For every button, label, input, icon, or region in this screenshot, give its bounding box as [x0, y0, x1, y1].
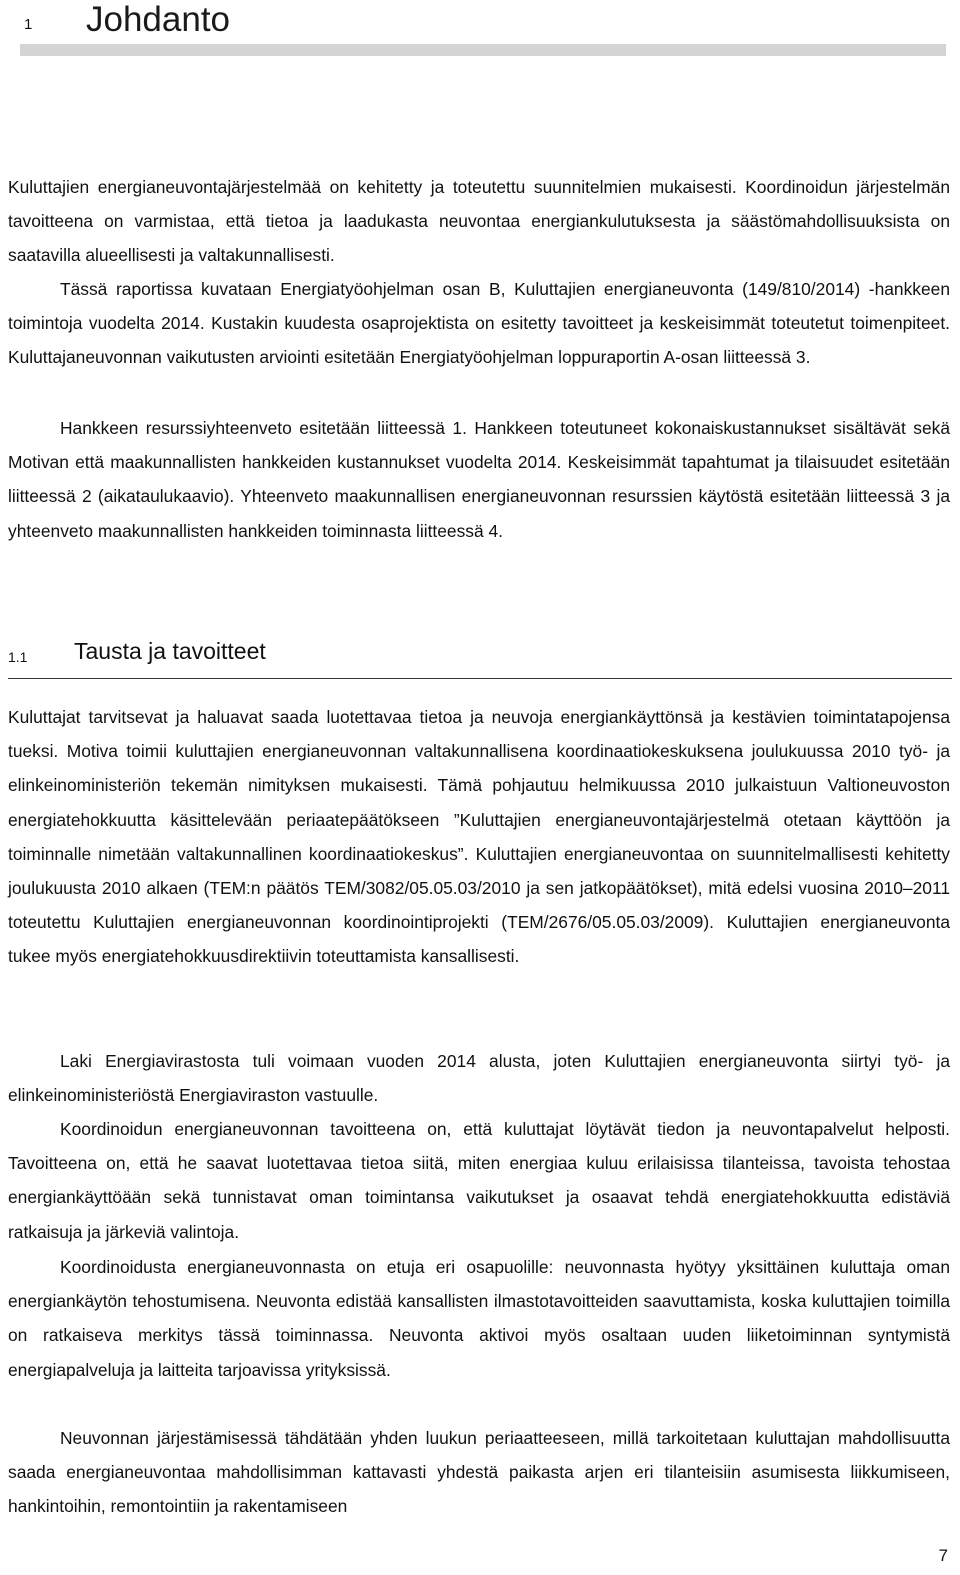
chapter-heading [14, 0, 952, 62]
intro-paragraph-1: Kuluttajien energianeuvontajärjestelmää on kehitetty ja toteutettu suunnitelmien mukaisesti. Koordinoidun järjestelmän tavoitteena on varmistaa, että tietoa ja laadukasta neuvontaa energiankulutuksesta ja säästömahdollisuuksista on saatavilla alueellisesti ja valtakunnallisesti. [8, 177, 950, 266]
section-title: Tausta ja tavoitteet [74, 638, 266, 664]
section-paragraph-3: Koordinoidun energianeuvonnan tavoitteena on, että kuluttajat löytävät tiedon ja neuvontapalvelut helposti. Tavoitteena on, että he saavat luotettavaa tietoa siitä, miten energiaa kuluu erilaisissa tilanteissa, tavoista tehostaa energiankäyttöään sekä tunnistavat oman toimintansa vaikutukset ja osaavat tehdä energiatehokkuutta edistäviä ratkaisuja ja järkeviä valintoja. [8, 1119, 950, 1242]
section-heading [8, 634, 952, 679]
chapter-heading-bar [20, 44, 946, 56]
section-paragraph-1: Kuluttajat tarvitsevat ja haluavat saada luotettavaa tietoa ja neuvoja energiankäyttönsä ja kestävien toimintatapojensa tueksi. Motiva toimii kuluttajien energianeuvonnan valtakunnallisena koordinaatiokeskuksena joulukuussa 2010 työ- ja elinkeinoministeriön tekemän nimityksen mukaisesti. Tämä pohjautuu helmikuussa 2010 julkaistuun Valtioneuvoston energiatehokkuutta käsittelevään periaatepäätökseen ”Kuluttajien energianeuvontajärjestelmä otetaan käyttöön ja toiminnalle nimetään valtakunnallinen koordinaatiokeskus”. Kuluttajien energianeuvontaa on suunnitelmallisesti kehitetty joulukuusta 2010 alkaen (TEM:n päätös TEM/3082/05.05.03/2010 ja sen jatkopäätökset), mitä edelsi vuosina 2010–2011 toteutettu Kuluttajien energianeuvonnan koordinointiprojekti (TEM/2676/05.05.03/2009). Kuluttajien energianeuvonta tukee myös energiatehokkuusdirektiivin toteuttamista kansallisesti. [8, 707, 950, 967]
page-number: 7 [938, 1546, 948, 1565]
intro-paragraph-2: Tässä raportissa kuvataan Energiatyöohjelman osan B, Kuluttajien energianeuvonta (149/810/2014) -hankkeen toimintoja vuodelta 2014. Kustakin kuudesta osaprojektista on esitetty tavoitteet ja keskeisimmät toteutetut toimenpiteet. Kuluttajaneuvonnan vaikutusten arviointi esitetään Energiatyöohjelman loppuraportin A-osan liitteessä 3. [8, 279, 950, 368]
chapter-title: Johdanto [86, 0, 231, 39]
section-paragraph-2: Laki Energiavirastosta tuli voimaan vuoden 2014 alusta, joten Kuluttajien energianeuvonta siirtyi työ- ja elinkeinoministeriöstä Energiaviraston vastuulle. [8, 1051, 950, 1106]
section-paragraph-5: Neuvonnan järjestämisessä tähdätään yhden luukun periaatteeseen, millä tarkoitetaan kuluttajan mahdollisuutta saada energianeuvontaa mahdollisimman kattavasti yhdestä paikasta arjen eri tilanteisiin asumisesta liikkumiseen, hankintoihin, remontointiin ja rakentamiseen [8, 1428, 950, 1517]
section-paragraph-4: Koordinoidusta energianeuvonnasta on etuja eri osapuolille: neuvonnasta hyötyy yksittäinen kuluttaja oman energiankäytön tehostumisena. Neuvonta edistää kansallisten ilmastotavoitteiden saavuttamista, koska kuluttajien toimilla on ratkaiseva merkitys tässä toiminnassa. Neuvonta aktivoi myös osaltaan uuden liiketoiminnan syntymistä energiapalveluja ja laitteita tarjoavissa yrityksissä. [8, 1257, 950, 1380]
chapter-number: 1 [24, 16, 33, 33]
intro-paragraph-3: Hankkeen resurssiyhteenveto esitetään liitteessä 1. Hankkeen toteutuneet kokonaiskustannukset sisältävät sekä Motivan että maakunnallisten hankkeiden kustannukset vuodelta 2014. Keskeisimmät tapahtumat ja tilaisuudet esitetään liitteessä 2 (aikataulukaavio). Yhteenveto maakunnallisen energianeuvonnan resurssien käytöstä esitetään liitteessä 3 ja yhteenveto maakunnallisten hankkeiden toiminnasta liitteessä 4. [8, 418, 950, 541]
section-number: 1.1 [8, 649, 28, 665]
